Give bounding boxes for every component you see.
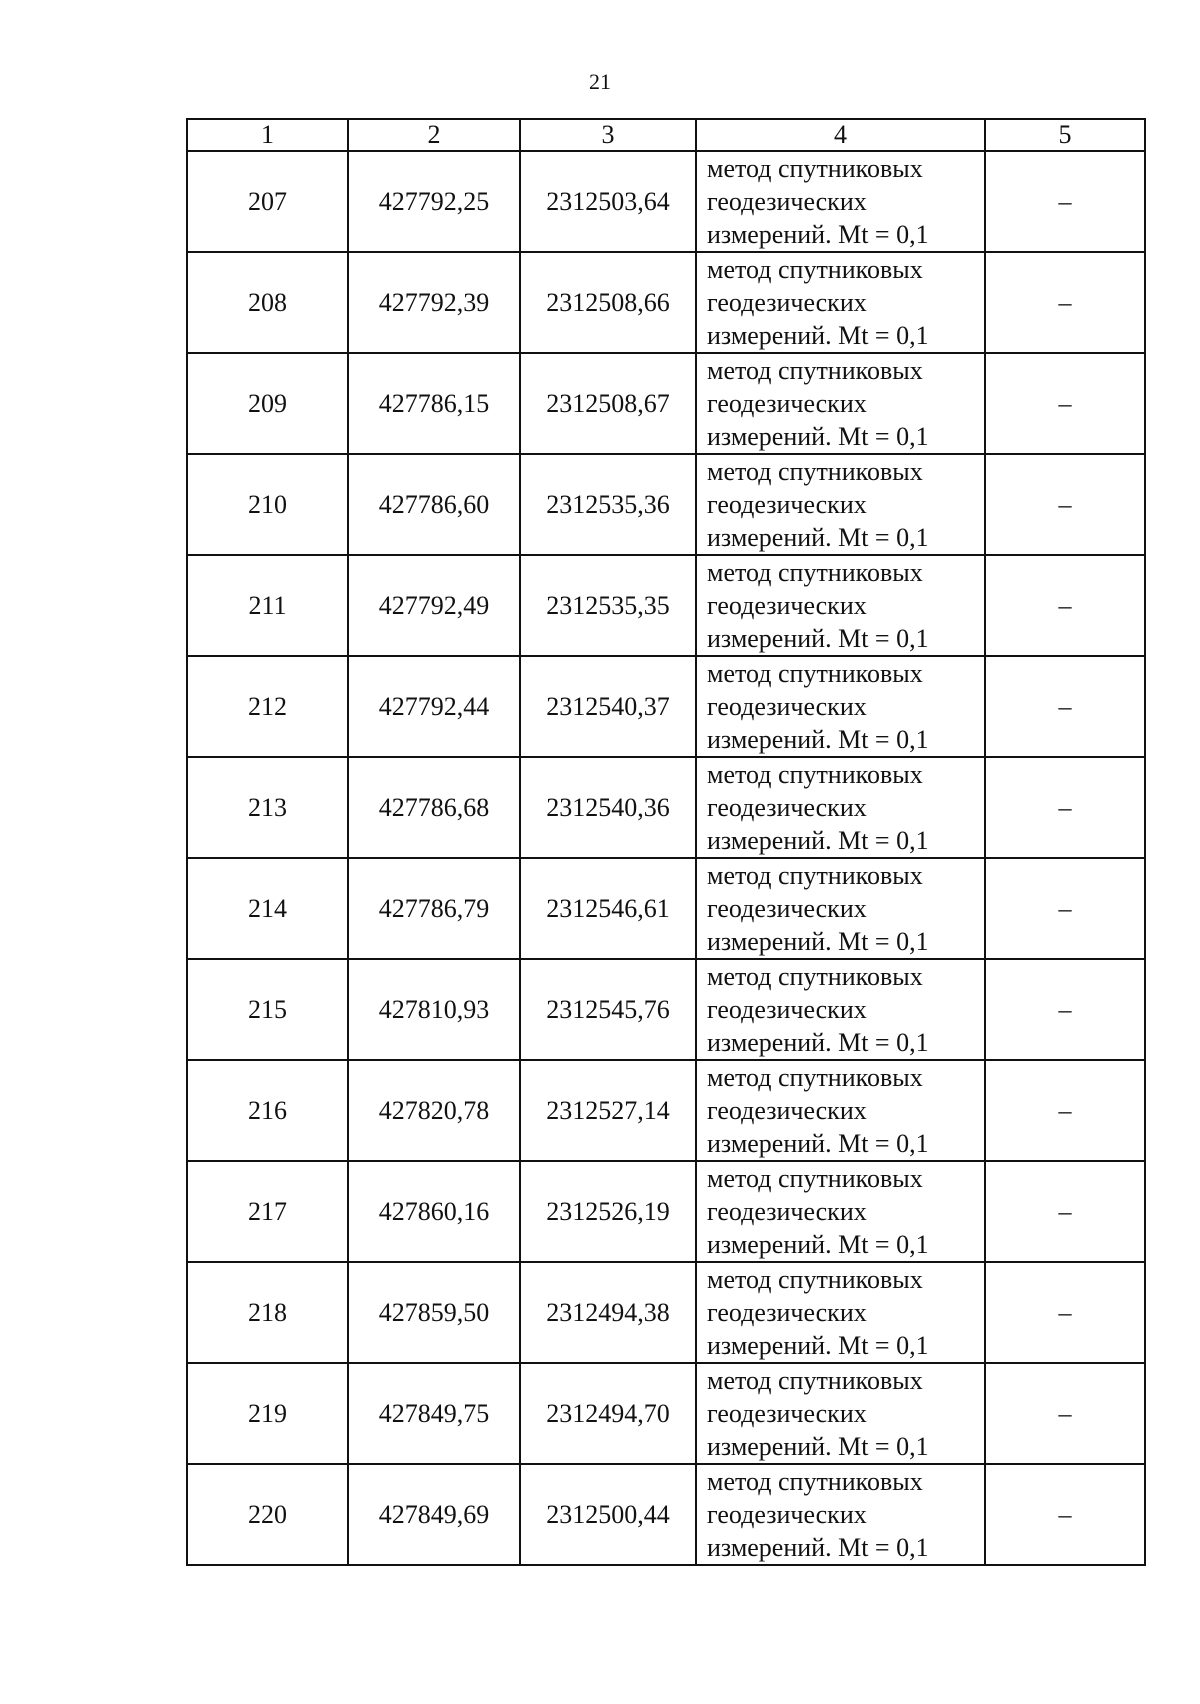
point-number-cell: 208 bbox=[187, 252, 348, 353]
method-cell bbox=[696, 151, 985, 252]
method-line: измерений. Mt = 0,1 bbox=[707, 1028, 929, 1057]
y-coordinate-cell: 2312535,35 bbox=[520, 555, 696, 656]
header-col-1: 1 bbox=[187, 119, 348, 151]
method-line: измерений. Mt = 0,1 bbox=[707, 321, 929, 350]
table-row bbox=[187, 656, 1145, 757]
method-line: метод спутниковых bbox=[707, 1265, 923, 1294]
note-cell: – bbox=[985, 858, 1145, 959]
note-cell: – bbox=[985, 959, 1145, 1060]
x-coordinate-cell: 427792,49 bbox=[348, 555, 520, 656]
x-coordinate-cell: 427810,93 bbox=[348, 959, 520, 1060]
point-number-cell: 218 bbox=[187, 1262, 348, 1363]
y-coordinate-cell: 2312527,14 bbox=[520, 1060, 696, 1161]
header-col-2: 2 bbox=[348, 119, 520, 151]
table-row bbox=[187, 1262, 1145, 1363]
method-cell bbox=[696, 252, 985, 353]
x-coordinate-cell: 427792,44 bbox=[348, 656, 520, 757]
method-line: измерений. Mt = 0,1 bbox=[707, 523, 929, 552]
y-coordinate-cell: 2312494,38 bbox=[520, 1262, 696, 1363]
method-line: геодезических bbox=[707, 1197, 867, 1226]
method-line: метод спутниковых bbox=[707, 659, 923, 688]
y-coordinate-cell: 2312535,36 bbox=[520, 454, 696, 555]
x-coordinate-cell: 427849,69 bbox=[348, 1464, 520, 1565]
point-number-cell: 214 bbox=[187, 858, 348, 959]
x-coordinate-cell: 427786,60 bbox=[348, 454, 520, 555]
point-number-cell: 210 bbox=[187, 454, 348, 555]
note-cell: – bbox=[985, 1161, 1145, 1262]
method-line: геодезических bbox=[707, 490, 867, 519]
table-row bbox=[187, 1161, 1145, 1262]
y-coordinate-cell: 2312545,76 bbox=[520, 959, 696, 1060]
method-line: измерений. Mt = 0,1 bbox=[707, 1533, 929, 1562]
method-line: геодезических bbox=[707, 1096, 867, 1125]
method-line: метод спутниковых bbox=[707, 154, 923, 183]
x-coordinate-cell: 427792,39 bbox=[348, 252, 520, 353]
note-cell: – bbox=[985, 1262, 1145, 1363]
note-cell: – bbox=[985, 454, 1145, 555]
table-row bbox=[187, 858, 1145, 959]
table-row bbox=[187, 959, 1145, 1060]
method-line: геодезических bbox=[707, 894, 867, 923]
method-line: метод спутниковых bbox=[707, 356, 923, 385]
method-line: геодезических bbox=[707, 793, 867, 822]
y-coordinate-cell: 2312503,64 bbox=[520, 151, 696, 252]
note-cell: – bbox=[985, 656, 1145, 757]
header-col-5: 5 bbox=[985, 119, 1145, 151]
method-line: метод спутниковых bbox=[707, 962, 923, 991]
method-cell bbox=[696, 1262, 985, 1363]
table-row bbox=[187, 555, 1145, 656]
note-cell: – bbox=[985, 353, 1145, 454]
method-line: метод спутниковых bbox=[707, 558, 923, 587]
note-cell: – bbox=[985, 1060, 1145, 1161]
point-number-cell: 213 bbox=[187, 757, 348, 858]
method-cell bbox=[696, 757, 985, 858]
y-coordinate-cell: 2312508,66 bbox=[520, 252, 696, 353]
y-coordinate-cell: 2312508,67 bbox=[520, 353, 696, 454]
x-coordinate-cell: 427786,68 bbox=[348, 757, 520, 858]
table-row bbox=[187, 252, 1145, 353]
page-number: 21 bbox=[589, 69, 611, 94]
y-coordinate-cell: 2312500,44 bbox=[520, 1464, 696, 1565]
x-coordinate-cell: 427849,75 bbox=[348, 1363, 520, 1464]
x-coordinate-cell: 427860,16 bbox=[348, 1161, 520, 1262]
point-number-cell: 219 bbox=[187, 1363, 348, 1464]
table-header bbox=[187, 119, 1145, 151]
note-cell: – bbox=[985, 151, 1145, 252]
header-row bbox=[187, 119, 1145, 151]
method-line: метод спутниковых bbox=[707, 457, 923, 486]
y-coordinate-cell: 2312494,70 bbox=[520, 1363, 696, 1464]
header-col-3: 3 bbox=[520, 119, 696, 151]
method-cell bbox=[696, 1060, 985, 1161]
note-cell: – bbox=[985, 252, 1145, 353]
method-line: геодезических bbox=[707, 692, 867, 721]
method-line: геодезических bbox=[707, 1298, 867, 1327]
table-row bbox=[187, 353, 1145, 454]
method-line: измерений. Mt = 0,1 bbox=[707, 624, 929, 653]
method-line: геодезических bbox=[707, 1500, 867, 1529]
method-line: метод спутниковых bbox=[707, 1063, 923, 1092]
x-coordinate-cell: 427792,25 bbox=[348, 151, 520, 252]
point-number-cell: 212 bbox=[187, 656, 348, 757]
point-number-cell: 216 bbox=[187, 1060, 348, 1161]
point-number-cell: 209 bbox=[187, 353, 348, 454]
x-coordinate-cell: 427820,78 bbox=[348, 1060, 520, 1161]
point-number-cell: 217 bbox=[187, 1161, 348, 1262]
method-line: геодезических bbox=[707, 288, 867, 317]
x-coordinate-cell: 427786,79 bbox=[348, 858, 520, 959]
method-line: метод спутниковых bbox=[707, 760, 923, 789]
method-cell bbox=[696, 656, 985, 757]
point-number-cell: 220 bbox=[187, 1464, 348, 1565]
method-line: измерений. Mt = 0,1 bbox=[707, 826, 929, 855]
method-line: метод спутниковых bbox=[707, 1366, 923, 1395]
y-coordinate-cell: 2312526,19 bbox=[520, 1161, 696, 1262]
point-number-cell: 207 bbox=[187, 151, 348, 252]
method-line: геодезических bbox=[707, 1399, 867, 1428]
method-line: геодезических bbox=[707, 187, 867, 216]
table-row bbox=[187, 1060, 1145, 1161]
method-line: измерений. Mt = 0,1 bbox=[707, 220, 929, 249]
method-line: измерений. Mt = 0,1 bbox=[707, 1230, 929, 1259]
method-line: измерений. Mt = 0,1 bbox=[707, 1432, 929, 1461]
method-line: измерений. Mt = 0,1 bbox=[707, 422, 929, 451]
method-cell bbox=[696, 1464, 985, 1565]
x-coordinate-cell: 427859,50 bbox=[348, 1262, 520, 1363]
note-cell: – bbox=[985, 757, 1145, 858]
method-line: измерений. Mt = 0,1 bbox=[707, 1331, 929, 1360]
note-cell: – bbox=[985, 1363, 1145, 1464]
table-body bbox=[187, 151, 1145, 1565]
method-line: метод спутниковых bbox=[707, 255, 923, 284]
method-cell bbox=[696, 454, 985, 555]
method-cell bbox=[696, 1363, 985, 1464]
method-line: геодезических bbox=[707, 591, 867, 620]
method-line: метод спутниковых bbox=[707, 1164, 923, 1193]
x-coordinate-cell: 427786,15 bbox=[348, 353, 520, 454]
table-row bbox=[187, 454, 1145, 555]
coordinates-table bbox=[186, 118, 1146, 1566]
method-line: геодезических bbox=[707, 389, 867, 418]
y-coordinate-cell: 2312540,36 bbox=[520, 757, 696, 858]
y-coordinate-cell: 2312540,37 bbox=[520, 656, 696, 757]
table-row bbox=[187, 1363, 1145, 1464]
table-row bbox=[187, 1464, 1145, 1565]
table-row bbox=[187, 151, 1145, 252]
method-line: геодезических bbox=[707, 995, 867, 1024]
method-cell bbox=[696, 1161, 985, 1262]
method-cell bbox=[696, 353, 985, 454]
point-number-cell: 211 bbox=[187, 555, 348, 656]
method-line: измерений. Mt = 0,1 bbox=[707, 1129, 929, 1158]
method-cell bbox=[696, 555, 985, 656]
table-row bbox=[187, 757, 1145, 858]
method-cell bbox=[696, 858, 985, 959]
method-cell bbox=[696, 959, 985, 1060]
y-coordinate-cell: 2312546,61 bbox=[520, 858, 696, 959]
note-cell: – bbox=[985, 555, 1145, 656]
method-line: измерений. Mt = 0,1 bbox=[707, 725, 929, 754]
method-line: измерений. Mt = 0,1 bbox=[707, 927, 929, 956]
method-line: метод спутниковых bbox=[707, 861, 923, 890]
note-cell: – bbox=[985, 1464, 1145, 1565]
header-col-4: 4 bbox=[696, 119, 985, 151]
point-number-cell: 215 bbox=[187, 959, 348, 1060]
method-line: метод спутниковых bbox=[707, 1467, 923, 1496]
